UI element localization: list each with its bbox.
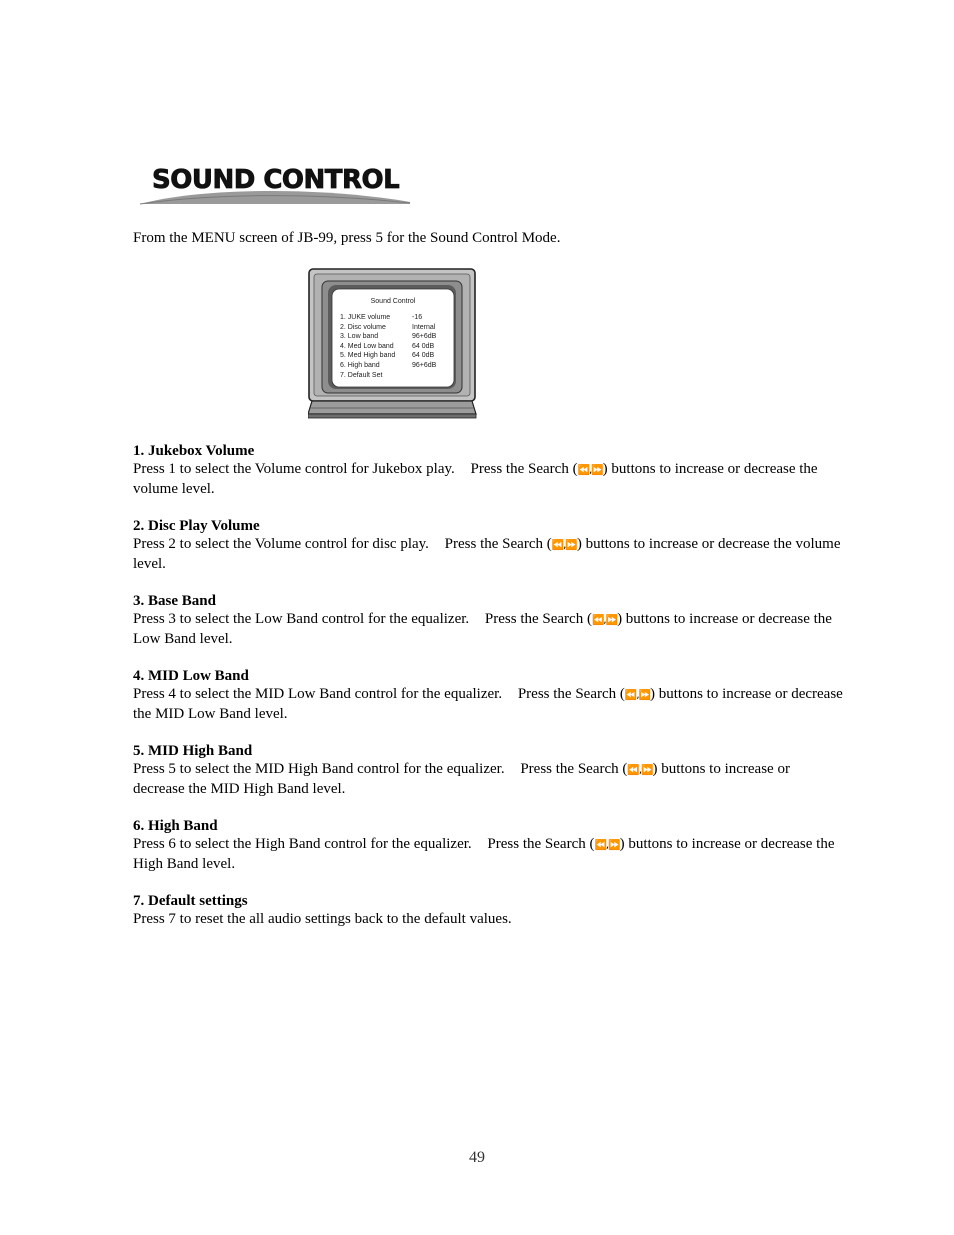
section-body: [133, 760, 843, 798]
banner-graphic: [138, 158, 413, 206]
section-body: [133, 460, 843, 498]
menu-item: [340, 351, 450, 361]
body-tail: ) buttons to increase or decrease the MID High Band level.: [133, 761, 790, 797]
menu-item: [340, 342, 450, 352]
instruction-sections: [133, 442, 843, 947]
body-search: Press the Search (: [470, 461, 578, 477]
section-default-settings: [133, 892, 843, 928]
body-lead: Press 5 to select the MID High Band control for the equalizer.: [133, 761, 505, 777]
section-body: [133, 835, 843, 873]
section-body: [133, 910, 843, 928]
body-lead: Press 2 to select the Volume control for disc play.: [133, 536, 429, 552]
page-number: 49: [469, 1149, 485, 1166]
search-buttons-icon: ⏪,⏩: [624, 690, 650, 701]
menu-item-label: 6. High band: [340, 361, 380, 369]
menu-item: [340, 313, 450, 323]
menu-item-value: -16: [412, 314, 423, 321]
body-lead: Press 6 to select the High Band control for the equalizer.: [133, 836, 472, 852]
menu-item-label: 5. Med High band: [340, 352, 396, 360]
section-heading: 4. MID Low Band: [133, 668, 249, 684]
menu-item: [340, 332, 450, 342]
section-heading: 6. High Band: [133, 818, 218, 834]
body-search: Press the Search (: [517, 686, 625, 702]
body-tail: ) buttons to increase or decrease the MID Low Band level.: [133, 686, 843, 722]
search-buttons-icon: ⏪,⏩: [627, 765, 653, 776]
screen-title: Sound Control: [370, 298, 416, 305]
section-heading: 1. Jukebox Volume: [133, 443, 255, 459]
body-tail: ) buttons to increase or decrease the volume level.: [133, 461, 818, 497]
monitor-illustration: [308, 268, 478, 420]
section-high-band: [133, 817, 843, 873]
section-heading: 2. Disc Play Volume: [133, 518, 260, 534]
menu-item-label: 2. Disc volume: [340, 323, 386, 331]
menu-item: [340, 371, 450, 381]
menu-item-label: 7. Default Set: [340, 371, 383, 379]
section-body: [133, 610, 843, 648]
menu-item-label: 1. JUKE volume: [340, 314, 391, 321]
menu-item-label: 4. Med Low band: [340, 342, 394, 350]
body-lead: Press 1 to select the Volume control for Jukebox play.: [133, 461, 455, 477]
section-heading: 7. Default settings: [133, 893, 248, 909]
body-tail: ) buttons to increase or decrease the Low Band level.: [133, 611, 832, 647]
monitor-screen: [332, 289, 454, 387]
intro-text: From the MENU screen of JB-99, press 5 for the Sound Control Mode.: [133, 230, 561, 246]
section-body: [133, 685, 843, 723]
section-heading: 3. Base Band: [133, 593, 216, 609]
body-lead: Press 3 to select the Low Band control for the equalizer.: [133, 611, 470, 627]
menu-item-label: 3. Low band: [340, 333, 379, 341]
section-heading: 5. MID High Band: [133, 743, 253, 759]
section-banner: [138, 158, 413, 206]
search-buttons-icon: ⏪,⏩: [591, 615, 618, 626]
menu-item-value: Internal: [412, 323, 436, 331]
section-disc-play-volume: [133, 517, 843, 573]
banner-title: SOUND CONTROL: [152, 165, 400, 195]
body-search: Press the Search (: [444, 536, 552, 552]
menu-item-value: 96+6dB: [412, 361, 437, 369]
body-lead: Press 4 to select the MID Low Band control for the equalizer.: [133, 686, 503, 702]
menu-item: [340, 323, 450, 333]
body-search: Press the Search (: [487, 836, 595, 852]
menu-item-value: 96+6dB: [412, 333, 437, 341]
body-tail: ) buttons to increase or decrease the High Band level.: [133, 836, 835, 872]
menu-item-value: 64 0dB: [412, 342, 435, 350]
body-search: Press the Search (: [484, 611, 592, 627]
body-lead: Press 7 to reset the all audio settings back to the default values.: [133, 911, 512, 927]
menu-item-value: 64 0dB: [412, 352, 435, 360]
search-buttons-icon: ⏪,⏩: [594, 840, 620, 851]
section-base-band: [133, 592, 843, 648]
sound-control-menu: [340, 313, 450, 380]
section-mid-low-band: [133, 667, 843, 723]
body-search: Press the Search (: [520, 761, 628, 777]
section-body: [133, 535, 843, 573]
search-buttons-icon: ⏪,⏩: [551, 540, 577, 551]
section-mid-high-band: [133, 742, 843, 798]
menu-item: [340, 361, 450, 371]
search-buttons-icon: ⏪,⏩: [577, 465, 603, 476]
body-tail: ) buttons to increase or decrease the volume level.: [133, 536, 841, 572]
section-jukebox-volume: [133, 442, 843, 498]
